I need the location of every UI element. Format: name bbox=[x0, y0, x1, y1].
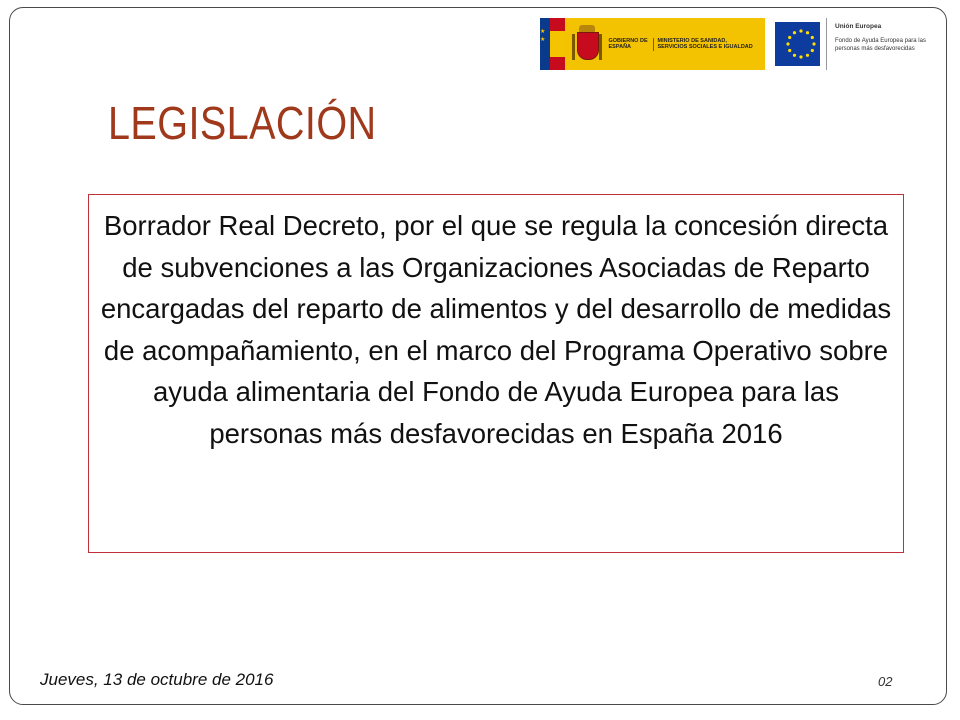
spain-flag-icon bbox=[540, 18, 565, 70]
gobierno-text: GOBIERNO DE ESPAÑA bbox=[609, 38, 654, 51]
eu-title: Unión Europea bbox=[835, 23, 882, 30]
eu-logo-text bbox=[826, 18, 945, 70]
content-box bbox=[88, 194, 904, 553]
content-text: Borrador Real Decreto, por el que se regula la concesión directa de subvenciones a las Organizaciones Asociadas de Reparto encargadas del reparto de alimentos y del desarrollo de medidas de acompañamiento, en el marco del Programa Operativo sobre ayuda alimentaria del Fondo de Ayuda Europea para las personas más desfavorecidas en España 2016 bbox=[100, 210, 892, 449]
ministerio-text: MINISTERIO DE SANIDAD, SERVICIOS SOCIALES E IGUALDAD bbox=[657, 37, 753, 50]
coat-of-arms-icon bbox=[571, 24, 603, 64]
slide-title: LEGISLACIÓN bbox=[108, 97, 377, 149]
logo-bar bbox=[540, 18, 945, 70]
government-logo bbox=[565, 18, 765, 70]
footer-date: Jueves, 13 de octubre de 2016 bbox=[40, 670, 274, 689]
eu-subtitle: Fondo de Ayuda Europea para las personas más desfavorecidas bbox=[835, 38, 926, 52]
eu-flag-icon bbox=[775, 22, 821, 66]
page-number: 02 bbox=[878, 674, 893, 689]
